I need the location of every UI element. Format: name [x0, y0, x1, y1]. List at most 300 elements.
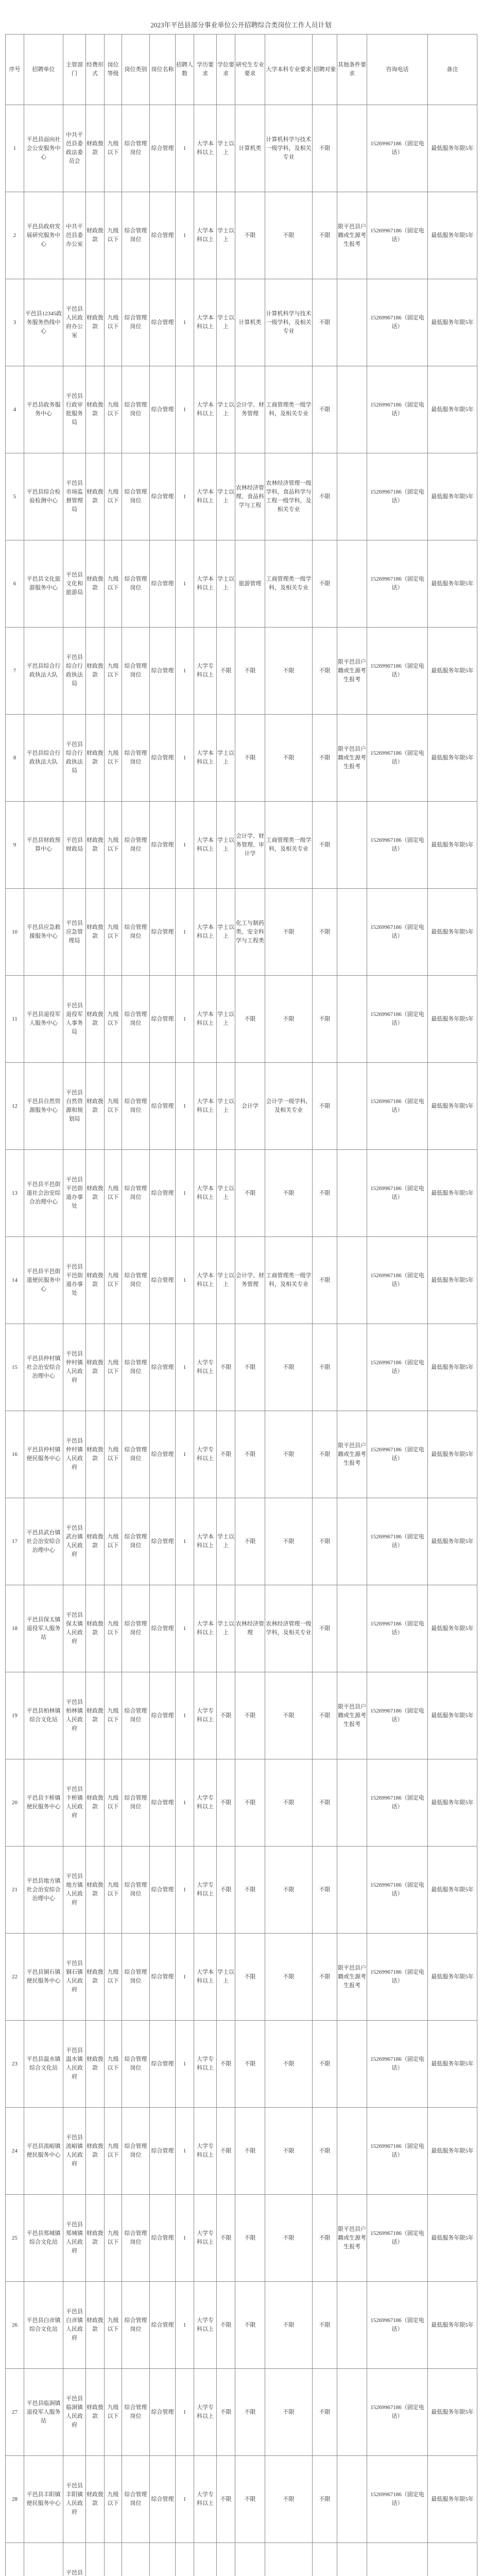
cell-other — [337, 1759, 367, 1846]
cell-grad: 会计学、财务管理 — [235, 1237, 265, 1324]
cell-phone — [367, 2543, 428, 2576]
cell-name: 综合管理 — [150, 2108, 176, 2195]
cell-cat: 综合管理岗位 — [122, 105, 150, 192]
cell-edu: 大学专科以上 — [194, 2195, 217, 2282]
cell-ug: 不限 — [265, 2369, 313, 2456]
cell-target: 不限 — [313, 105, 337, 192]
cell-name: 综合管理 — [150, 1585, 176, 1672]
cell-target: 不限 — [313, 2282, 337, 2369]
cell-unit: 平邑县综合行政执法大队 — [24, 715, 63, 802]
cell-edu: 大学专科以上 — [194, 2108, 217, 2195]
cell-cat: 综合管理岗位 — [122, 1150, 150, 1237]
cell-target: 不限 — [313, 2195, 337, 2282]
cell-unit: 平邑县仲村镇便民服务中心 — [24, 1411, 63, 1498]
cell-dept: 平邑县文化和旅游局 — [63, 540, 86, 628]
cell-level: 九级以下 — [105, 976, 122, 1063]
cell-remark: 最低服务年限5年 — [428, 1150, 477, 1237]
cell-name: 综合管理 — [150, 1759, 176, 1846]
cell-no: 13 — [6, 1150, 24, 1237]
cell-level: 九级以下 — [105, 1585, 122, 1672]
cell-other — [337, 1237, 367, 1324]
cell-deg: 不限 — [217, 2456, 235, 2543]
table-row — [6, 628, 477, 715]
cell-name: 综合管理 — [150, 1150, 176, 1237]
cell-dept: 平邑县郑城镇人民政府 — [63, 2195, 86, 2282]
cell-edu: 大学专科以上 — [194, 2369, 217, 2456]
cell-level: 九级以下 — [105, 1846, 122, 1934]
cell-cat: 综合管理岗位 — [122, 453, 150, 540]
cell-level: 九级以下 — [105, 192, 122, 279]
cell-no: 9 — [6, 802, 24, 889]
cell-fund: 财政拨款 — [86, 1150, 105, 1237]
table-row — [6, 1411, 477, 1498]
cell-grad: 不限 — [235, 2021, 265, 2108]
cell-ug: 不限 — [265, 192, 313, 279]
cell-edu: 大学本科以上 — [194, 453, 217, 540]
cell-fund: 财政拨款 — [86, 1411, 105, 1498]
cell-ug: 农林经济管理一级学科，及相关专业 — [265, 1585, 313, 1672]
cell-num: 1 — [176, 1063, 194, 1150]
cell-ug: 不限 — [265, 1846, 313, 1934]
cell-no: 23 — [6, 2021, 24, 2108]
cell-name: 综合管理 — [150, 1324, 176, 1411]
table-row — [6, 2369, 477, 2456]
cell-deg: 不限 — [217, 1759, 235, 1846]
cell-dept: 平邑县地方镇人民政府 — [63, 1846, 86, 1934]
cell-ug: 工商管理类一级学科，及相关专业 — [265, 540, 313, 628]
table-row — [6, 540, 477, 628]
cell-num — [176, 2543, 194, 2576]
cell-remark: 最低服务年限5年 — [428, 715, 477, 802]
cell-grad: 不限 — [235, 2108, 265, 2195]
cell-num: 1 — [176, 2021, 194, 2108]
cell-deg: 学士以上 — [217, 279, 235, 366]
cell-other — [337, 2369, 367, 2456]
cell-unit: 平邑县郑城镇综合文化站 — [24, 2195, 63, 2282]
cell-unit: 平邑县平邑街道社会治安综合治理中心 — [24, 1150, 63, 1237]
cell-deg: 学士以上 — [217, 453, 235, 540]
cell-deg — [217, 2543, 235, 2576]
cell-ug: 计算机科学与技术一级学科，及相关专业 — [265, 279, 313, 366]
cell-no: 10 — [6, 889, 24, 976]
cell-remark: 最低服务年限5年 — [428, 2369, 477, 2456]
cell-cat: 综合管理岗位 — [122, 2021, 150, 2108]
cell-remark: 最低服务年限5年 — [428, 366, 477, 453]
cell-num: 1 — [176, 105, 194, 192]
cell-dept: 平邑县行政审批服务局 — [63, 366, 86, 453]
cell-ug: 不限 — [265, 1498, 313, 1585]
cell-unit: 平邑县文化旅游服务中心 — [24, 540, 63, 628]
cell-no: 25 — [6, 2195, 24, 2282]
cell-edu: 大学专科以上 — [194, 2456, 217, 2543]
cell-target: 不限 — [313, 1498, 337, 1585]
cell-fund: 财政拨款 — [86, 366, 105, 453]
cell-other — [337, 802, 367, 889]
cell-name: 综合管理 — [150, 279, 176, 366]
cell-num: 1 — [176, 889, 194, 976]
cell-unit: 平邑县财政预算中心 — [24, 802, 63, 889]
cell-edu: 大学本科以上 — [194, 889, 217, 976]
cell-fund: 财政拨款 — [86, 1759, 105, 1846]
cell-fund: 财政拨款 — [86, 802, 105, 889]
cell-unit: 平邑县12345政务服务热线中心 — [24, 279, 63, 366]
cell-num: 1 — [176, 1585, 194, 1672]
cell-remark: 最低服务年限5年 — [428, 2021, 477, 2108]
cell-target — [313, 2543, 337, 2576]
table-row — [6, 1237, 477, 1324]
cell-unit: 平邑县温水镇综合文化站 — [24, 2021, 63, 2108]
cell-fund: 财政拨款 — [86, 715, 105, 802]
cell-grad: 不限 — [235, 1324, 265, 1411]
header-cell: 大学本科专业要求 — [265, 35, 313, 105]
cell-name: 综合管理 — [150, 1934, 176, 2021]
cell-other: 限平邑县户籍或生源考生报考 — [337, 1934, 367, 2021]
cell-grad: 不限 — [235, 976, 265, 1063]
cell-deg: 学士以上 — [217, 1150, 235, 1237]
cell-name: 综合管理 — [150, 2456, 176, 2543]
recruitment-table — [5, 34, 477, 2576]
cell-other — [337, 2021, 367, 2108]
cell-name: 综合管理 — [150, 1237, 176, 1324]
cell-fund: 财政拨款 — [86, 889, 105, 976]
cell-dept: 平邑县仲村镇人民政府 — [63, 1411, 86, 1498]
cell-ug: 不限 — [265, 1759, 313, 1846]
cell-unit: 平邑县保太镇退役军人服务站 — [24, 1585, 63, 1672]
cell-deg: 不限 — [217, 2282, 235, 2369]
cell-deg: 不限 — [217, 1846, 235, 1934]
cell-fund: 财政拨款 — [86, 628, 105, 715]
cell-no: 7 — [6, 628, 24, 715]
cell-remark: 最低服务年限5年 — [428, 1934, 477, 2021]
cell-no: 27 — [6, 2369, 24, 2456]
cell-fund: 财政拨款 — [86, 2456, 105, 2543]
header-cell: 序号 — [6, 35, 24, 105]
cell-grad: 不限 — [235, 2456, 265, 2543]
table-row — [6, 2195, 477, 2282]
cell-unit: 平邑县卞桥镇便民服务中心 — [24, 1759, 63, 1846]
table-row — [6, 1324, 477, 1411]
cell-unit: 平邑县政务服务中心 — [24, 366, 63, 453]
cell-name: 综合管理 — [150, 628, 176, 715]
cell-phone: 15269967186（固定电话） — [367, 715, 428, 802]
cell-dept: 平邑县武台镇人民政府 — [63, 1498, 86, 1585]
cell-remark: 最低服务年限5年 — [428, 1585, 477, 1672]
cell-remark: 最低服务年限5年 — [428, 1672, 477, 1759]
table-row — [6, 1672, 477, 1759]
cell-num: 1 — [176, 2282, 194, 2369]
cell-remark: 最低服务年限5年 — [428, 1846, 477, 1934]
cell-num: 1 — [176, 1672, 194, 1759]
cell-phone: 15269967186（固定电话） — [367, 1759, 428, 1846]
cell-edu: 大学专科以上 — [194, 2021, 217, 2108]
cell-fund: 财政拨款 — [86, 1934, 105, 2021]
cell-no: 24 — [6, 2108, 24, 2195]
header-cell: 招聘对象 — [313, 35, 337, 105]
cell-dept: 平邑县应急管理局 — [63, 889, 86, 976]
cell-target: 不限 — [313, 889, 337, 976]
cell-cat: 综合管理岗位 — [122, 976, 150, 1063]
cell-edu: 大学专科以上 — [194, 1324, 217, 1411]
cell-edu: 大学专科以上 — [194, 1411, 217, 1498]
cell-other — [337, 1063, 367, 1150]
cell-unit: 平邑县面向社会公安服务中心 — [24, 105, 63, 192]
cell-num: 1 — [176, 1237, 194, 1324]
cell-target: 不限 — [313, 192, 337, 279]
cell-level: 九级以下 — [105, 105, 122, 192]
cell-level: 九级以下 — [105, 2108, 122, 2195]
cell-unit: 平邑县退役军人服务中心 — [24, 976, 63, 1063]
cell-target: 不限 — [313, 1150, 337, 1237]
cell-phone: 15269967186（固定电话） — [367, 540, 428, 628]
cell-num: 1 — [176, 802, 194, 889]
cell-deg: 学士以上 — [217, 366, 235, 453]
cell-grad: 旅游管理 — [235, 540, 265, 628]
cell-no: 17 — [6, 1498, 24, 1585]
cell-fund: 财政拨款 — [86, 1063, 105, 1150]
cell-cat: 综合管理岗位 — [122, 192, 150, 279]
cell-dept: 平邑县 — [63, 2543, 86, 2576]
table-row — [6, 2282, 477, 2369]
cell-no: 15 — [6, 1324, 24, 1411]
cell-phone: 15269967186（固定电话） — [367, 453, 428, 540]
cell-num: 1 — [176, 976, 194, 1063]
cell-deg: 学士以上 — [217, 192, 235, 279]
cell-fund: 财政拨款 — [86, 1846, 105, 1934]
cell-ug: 不限 — [265, 2195, 313, 2282]
cell-unit: 平邑县政府发展研究服务中心 — [24, 192, 63, 279]
cell-dept: 中共平邑县委政法委员会 — [63, 105, 86, 192]
cell-level: 九级以下 — [105, 802, 122, 889]
cell-other: 限平邑县户籍或生源考生报考 — [337, 2195, 367, 2282]
cell-phone: 15269967186（固定电话） — [367, 1498, 428, 1585]
cell-unit: 平邑县综合检验检测中心 — [24, 453, 63, 540]
cell-edu: 大学专科以上 — [194, 1759, 217, 1846]
cell-phone: 15269967186（固定电话） — [367, 105, 428, 192]
cell-remark: 最低服务年限5年 — [428, 976, 477, 1063]
cell-unit: 平邑县地方镇社会治安综合治理中心 — [24, 1846, 63, 1934]
cell-deg: 学士以上 — [217, 889, 235, 976]
cell-phone: 15269967186（固定电话） — [367, 2369, 428, 2456]
cell-ug: 工商管理类一级学科，及相关专业 — [265, 366, 313, 453]
cell-dept: 平邑县铜石镇人民政府 — [63, 1934, 86, 2021]
cell-no: 22 — [6, 1934, 24, 2021]
cell-target: 不限 — [313, 2369, 337, 2456]
table-row — [6, 1934, 477, 2021]
cell-remark: 最低服务年限5年 — [428, 2456, 477, 2543]
cell-other — [337, 2543, 367, 2576]
header-cell: 主管部门 — [63, 35, 86, 105]
cell-ug: 不限 — [265, 2282, 313, 2369]
cell-remark: 最低服务年限5年 — [428, 628, 477, 715]
cell-edu: 大学本科以上 — [194, 1150, 217, 1237]
cell-remark: 最低服务年限5年 — [428, 1759, 477, 1846]
cell-ug: 不限 — [265, 1672, 313, 1759]
cell-remark: 最低服务年限5年 — [428, 453, 477, 540]
cell-edu: 大学本科以上 — [194, 1934, 217, 2021]
cell-edu: 大学本科以上 — [194, 1498, 217, 1585]
cell-ug: 不限 — [265, 2021, 313, 2108]
cell-cat: 综合管理岗位 — [122, 2369, 150, 2456]
cell-other: 限平邑县户籍或生源考生报考 — [337, 192, 367, 279]
cell-target: 不限 — [313, 1585, 337, 1672]
cell-name: 综合管理 — [150, 540, 176, 628]
cell-phone: 15269967186（固定电话） — [367, 2456, 428, 2543]
cell-deg: 学士以上 — [217, 1498, 235, 1585]
cell-no: 19 — [6, 1672, 24, 1759]
cell-level: 九级以下 — [105, 279, 122, 366]
cell-phone: 15269967186（固定电话） — [367, 1150, 428, 1237]
cell-num: 1 — [176, 715, 194, 802]
cell-name: 综合管理 — [150, 1411, 176, 1498]
table-row — [6, 976, 477, 1063]
cell-grad — [235, 2543, 265, 2576]
cell-target: 不限 — [313, 366, 337, 453]
table-row — [6, 453, 477, 540]
cell-phone: 15269967186（固定电话） — [367, 976, 428, 1063]
cell-level: 九级以下 — [105, 1411, 122, 1498]
cell-phone: 15269967186（固定电话） — [367, 802, 428, 889]
cell-fund: 财政拨款 — [86, 2108, 105, 2195]
cell-fund: 财政拨款 — [86, 2282, 105, 2369]
cell-edu: 大学本科以上 — [194, 540, 217, 628]
cell-target: 不限 — [313, 540, 337, 628]
cell-no: 3 — [6, 279, 24, 366]
cell-fund — [86, 2543, 105, 2576]
cell-other — [337, 105, 367, 192]
cell-dept: 平邑县丰阳镇人民政府 — [63, 2456, 86, 2543]
cell-cat: 综合管理岗位 — [122, 802, 150, 889]
cell-deg: 不限 — [217, 2108, 235, 2195]
cell-no: 1 — [6, 105, 24, 192]
cell-ug: 不限 — [265, 976, 313, 1063]
cell-edu: 大学专科以上 — [194, 1846, 217, 1934]
cell-deg: 学士以上 — [217, 976, 235, 1063]
cell-no: 21 — [6, 1846, 24, 1934]
cell-no: 11 — [6, 976, 24, 1063]
cell-fund: 财政拨款 — [86, 540, 105, 628]
cell-phone: 15269967186（固定电话） — [367, 1411, 428, 1498]
cell-remark: 最低服务年限5年 — [428, 105, 477, 192]
cell-unit — [24, 2543, 63, 2576]
table-row — [6, 279, 477, 366]
cell-num: 1 — [176, 1498, 194, 1585]
cell-no: 14 — [6, 1237, 24, 1324]
cell-grad: 化工与制药类、安全科学与工程类 — [235, 889, 265, 976]
cell-level: 九级以下 — [105, 889, 122, 976]
cell-dept: 平邑县卞桥镇人民政府 — [63, 1759, 86, 1846]
cell-grad: 会计学、财务管理、审计学 — [235, 802, 265, 889]
cell-ug: 会计学一级学科，及相关专业 — [265, 1063, 313, 1150]
cell-grad: 计算机类 — [235, 279, 265, 366]
cell-name: 综合管理 — [150, 889, 176, 976]
cell-dept: 平邑县柏林镇人民政府 — [63, 1672, 86, 1759]
cell-no: 4 — [6, 366, 24, 453]
cell-deg: 学士以上 — [217, 802, 235, 889]
cell-deg: 不限 — [217, 2021, 235, 2108]
cell-cat: 综合管理岗位 — [122, 1237, 150, 1324]
cell-unit: 平邑县白彦镇综合文化站 — [24, 2282, 63, 2369]
cell-phone: 15269967186（固定电话） — [367, 366, 428, 453]
document-title: 2023年平邑县部分事业单位公开招聘综合类岗位工作人员计划 — [150, 21, 332, 29]
cell-name: 综合管理 — [150, 1498, 176, 1585]
cell-other — [337, 540, 367, 628]
cell-name: 综合管理 — [150, 2282, 176, 2369]
cell-cat — [122, 2543, 150, 2576]
cell-cat: 综合管理岗位 — [122, 889, 150, 976]
cell-name: 综合管理 — [150, 802, 176, 889]
cell-phone: 15269967186（固定电话） — [367, 2282, 428, 2369]
cell-grad: 不限 — [235, 2369, 265, 2456]
cell-unit: 平邑县临涧镇退役军人服务站 — [24, 2369, 63, 2456]
cell-edu: 大学本科以上 — [194, 1063, 217, 1150]
cell-other: 限平邑县户籍或生源考生报考 — [337, 1411, 367, 1498]
cell-target: 不限 — [313, 2108, 337, 2195]
cell-other — [337, 2108, 367, 2195]
cell-no: 8 — [6, 715, 24, 802]
table-row — [6, 1759, 477, 1846]
cell-edu: 大学本科以上 — [194, 192, 217, 279]
cell-other: 限平邑县户籍或生源考生报考 — [337, 715, 367, 802]
cell-unit: 平邑县平邑街道便民服务中心 — [24, 1237, 63, 1324]
cell-edu: 大学本科以上 — [194, 105, 217, 192]
cell-deg: 学士以上 — [217, 715, 235, 802]
cell-dept: 平邑县退役军人事务局 — [63, 976, 86, 1063]
cell-dept: 平邑县市场监督管理局 — [63, 453, 86, 540]
cell-name: 综合管理 — [150, 2369, 176, 2456]
cell-name: 综合管理 — [150, 715, 176, 802]
cell-phone: 15269967186（固定电话） — [367, 1063, 428, 1150]
cell-other — [337, 2282, 367, 2369]
cell-no — [6, 2543, 24, 2576]
cell-dept: 平邑县综合行政执法局 — [63, 715, 86, 802]
cell-ug: 不限 — [265, 1934, 313, 2021]
cell-other — [337, 976, 367, 1063]
cell-cat: 综合管理岗位 — [122, 540, 150, 628]
cell-dept: 平邑县白彦镇人民政府 — [63, 2282, 86, 2369]
header-cell: 岗位名称 — [150, 35, 176, 105]
cell-deg: 学士以上 — [217, 1585, 235, 1672]
cell-cat: 综合管理岗位 — [122, 2108, 150, 2195]
cell-target: 不限 — [313, 1063, 337, 1150]
cell-level: 九级以下 — [105, 1324, 122, 1411]
cell-ug: 不限 — [265, 2108, 313, 2195]
cell-unit: 平邑县丰阳镇便民服务中心 — [24, 2456, 63, 2543]
cell-unit: 平邑县武台镇社会治安综合治理中心 — [24, 1498, 63, 1585]
cell-num: 1 — [176, 1846, 194, 1934]
cell-phone: 15269967186（固定电话） — [367, 2108, 428, 2195]
cell-level: 九级以下 — [105, 1498, 122, 1585]
cell-target: 不限 — [313, 1411, 337, 1498]
cell-other — [337, 366, 367, 453]
table-row — [6, 1063, 477, 1150]
cell-cat: 综合管理岗位 — [122, 2195, 150, 2282]
cell-grad: 不限 — [235, 628, 265, 715]
cell-cat: 综合管理岗位 — [122, 1585, 150, 1672]
cell-remark: 最低服务年限5年 — [428, 802, 477, 889]
cell-phone: 15269967186（固定电话） — [367, 2195, 428, 2282]
table-row — [6, 2108, 477, 2195]
table-row — [6, 105, 477, 192]
cell-level: 九级以下 — [105, 1150, 122, 1237]
cell-other — [337, 1498, 367, 1585]
header-cell: 学位要求 — [217, 35, 235, 105]
cell-edu: 大学本科以上 — [194, 1237, 217, 1324]
cell-remark: 最低服务年限5年 — [428, 1498, 477, 1585]
cell-cat: 综合管理岗位 — [122, 1934, 150, 2021]
cell-other — [337, 889, 367, 976]
cell-name: 综合管理 — [150, 453, 176, 540]
cell-num: 1 — [176, 2108, 194, 2195]
